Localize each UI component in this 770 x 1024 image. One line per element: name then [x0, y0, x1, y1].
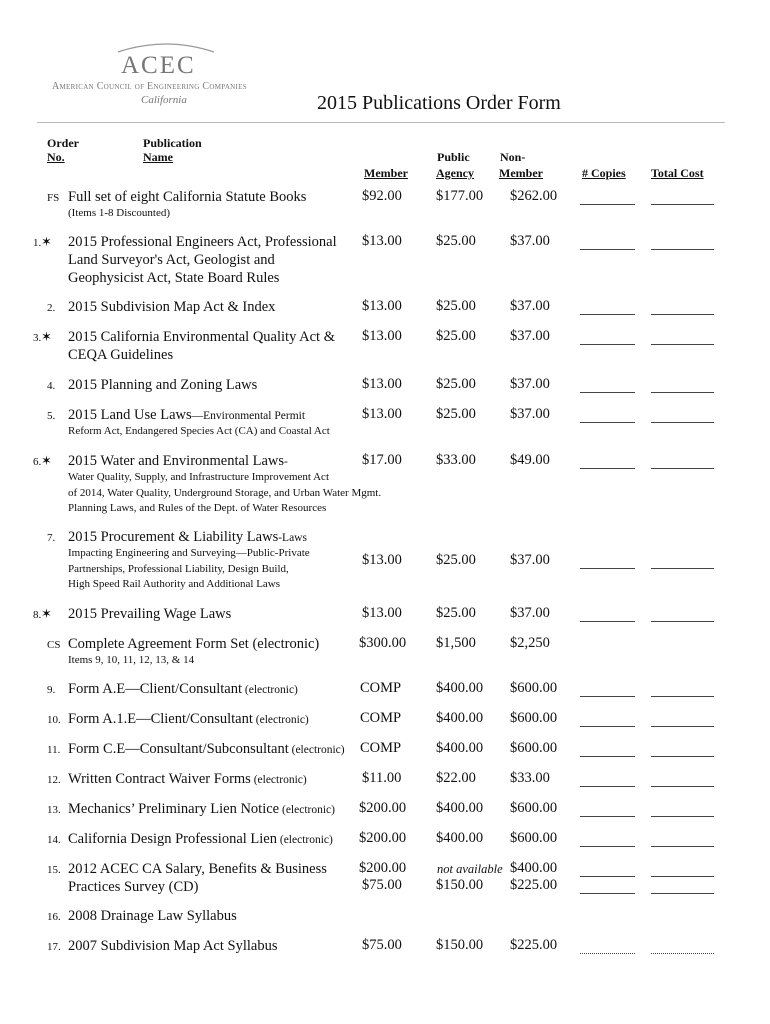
copies-input[interactable] — [580, 344, 635, 345]
publication-title — [68, 800, 335, 819]
publication-title-text: Complete Agreement Form Set (electronic) — [68, 636, 320, 652]
price-public-agency: $1,500 — [436, 635, 476, 651]
copies-input[interactable] — [580, 204, 635, 205]
price-member: $200.00 — [359, 800, 407, 816]
publication-title — [68, 860, 327, 878]
header-public: Public — [437, 150, 470, 164]
logo-org-name: American Council of Engineering Companies — [52, 81, 247, 92]
publication-description: Items 9, 10, 11, 12, 13, & 14 — [68, 654, 195, 666]
price-member: $13.00 — [362, 605, 402, 621]
price-non-member: $37.00 — [510, 552, 550, 568]
publication-title-note: (electronic) — [277, 834, 333, 846]
price-public-agency: not available — [437, 862, 503, 876]
price-non-member: $600.00 — [510, 680, 558, 696]
price-non-member: $225.00 — [510, 877, 558, 893]
price-non-member: $600.00 — [510, 710, 558, 726]
star-icon: ✶ — [41, 329, 52, 344]
copies-input[interactable] — [580, 756, 635, 757]
price-non-member: $37.00 — [510, 233, 550, 249]
total-cost-input[interactable] — [651, 953, 714, 954]
order-code: 12. — [47, 774, 61, 786]
copies-input[interactable] — [580, 846, 635, 847]
publication-description: High Speed Rail Authority and Additional Laws — [68, 578, 281, 590]
price-non-member: $2,250 — [510, 635, 550, 651]
header-publication: Publication — [143, 136, 202, 150]
publication-title — [68, 328, 335, 346]
publication-title — [68, 635, 319, 653]
price-non-member: $33.00 — [510, 770, 550, 786]
publication-title — [68, 376, 257, 394]
header-non-member: Member — [499, 166, 543, 180]
publication-title-text: 2015 Land Use Laws — [68, 407, 192, 423]
publication-title-text: 2015 Subdivision Map Act & Index — [68, 299, 276, 315]
copies-input[interactable] — [580, 696, 635, 697]
header-divider — [37, 122, 725, 123]
publication-description: Planning Laws, and Rules of the Dept. of Water Resources — [68, 502, 327, 514]
total-cost-input[interactable] — [651, 876, 714, 877]
total-cost-input[interactable] — [651, 816, 714, 817]
publication-title-text: Form A.1.E—Client/Consultant — [68, 711, 253, 727]
price-public-agency: $150.00 — [436, 877, 484, 893]
price-member: $13.00 — [362, 406, 402, 422]
order-code: 15. — [47, 864, 61, 876]
total-cost-input[interactable] — [651, 204, 714, 205]
publication-title-text: Form A.E—Client/Consultant — [68, 681, 243, 697]
logo-chapter: California — [141, 94, 187, 106]
order-code: 17. — [47, 941, 61, 953]
copies-input[interactable] — [580, 392, 635, 393]
total-cost-input[interactable] — [651, 392, 714, 393]
price-public-agency: $400.00 — [436, 680, 484, 696]
copies-input[interactable] — [580, 621, 635, 622]
publication-title-text: 2015 Professional Engineers Act, Professional — [68, 234, 337, 250]
publication-title-text: Mechanics’ Preliminary Lien Notice — [68, 801, 280, 817]
price-public-agency: $25.00 — [436, 376, 476, 392]
header-member: Member — [364, 166, 408, 180]
order-code: 4. — [47, 380, 56, 392]
publication-title — [68, 710, 309, 729]
price-public-agency: $400.00 — [436, 830, 484, 846]
price-member: $13.00 — [362, 298, 402, 314]
price-non-member: $225.00 — [510, 937, 558, 953]
publication-title-text: California Design Professional Lien — [68, 831, 277, 847]
publication-title-text: 2015 Procurement & Liability Laws — [68, 529, 279, 545]
header-no: No. — [47, 150, 65, 164]
publication-title-text: 2015 Water and Environmental Laws — [68, 453, 285, 469]
price-member: $13.00 — [362, 552, 402, 568]
total-cost-input[interactable] — [651, 422, 714, 423]
publication-description: Reform Act, Endangered Species Act (CA) and Coastal Act — [68, 425, 330, 437]
publication-title — [68, 233, 337, 251]
price-public-agency: $177.00 — [436, 188, 484, 204]
publication-title-text: 2015 Prevailing Wage Laws — [68, 606, 232, 622]
total-cost-input[interactable] — [651, 756, 714, 757]
page-title: 2015 Publications Order Form — [317, 92, 561, 114]
publication-title-note: (electronic) — [250, 774, 307, 786]
publication-description: (Items 1-8 Discounted) — [68, 207, 171, 219]
price-public-agency: $25.00 — [436, 406, 476, 422]
publication-title-text: Written Contract Waiver Forms — [68, 771, 251, 787]
price-member: $75.00 — [362, 877, 402, 893]
price-public-agency: $22.00 — [436, 770, 476, 786]
logo-acronym: ACEC — [121, 52, 196, 79]
price-non-member: $600.00 — [510, 830, 558, 846]
publication-title — [68, 770, 307, 789]
publication-title-text: 2015 California Environmental Quality Act & — [68, 329, 335, 345]
publication-title-cont: Land Surveyor's Act, Geologist and — [68, 252, 275, 268]
publication-title-cont: CEQA Guidelines — [68, 347, 174, 363]
copies-input[interactable] — [580, 893, 635, 894]
order-code: 16. — [47, 911, 61, 923]
order-code: CS — [47, 639, 61, 651]
price-member: $11.00 — [362, 770, 402, 786]
price-public-agency: $400.00 — [436, 800, 484, 816]
publication-title-note: (electronic) — [288, 744, 345, 756]
publication-title — [68, 605, 231, 623]
publication-title-note: —Environmental Permit — [191, 410, 306, 422]
price-non-member: $37.00 — [510, 328, 550, 344]
publication-title-text: 2012 ACEC CA Salary, Benefits & Business — [68, 861, 327, 877]
publication-title — [68, 907, 237, 925]
order-code: FS — [47, 192, 60, 204]
header-total-cost: Total Cost — [651, 166, 704, 180]
price-member: $200.00 — [359, 860, 407, 876]
price-non-member: $37.00 — [510, 605, 550, 621]
price-non-member: $600.00 — [510, 740, 558, 756]
price-public-agency: $33.00 — [436, 452, 476, 468]
star-icon: ✶ — [41, 453, 52, 468]
price-public-agency: $400.00 — [436, 740, 484, 756]
publication-title-text: Full set of eight California Statute Books — [68, 189, 307, 205]
header-order: Order — [47, 136, 79, 150]
order-code: 5. — [47, 410, 56, 422]
order-code: 6. — [33, 456, 42, 468]
publication-title-note: -Laws — [278, 532, 307, 544]
order-code: 10. — [47, 714, 61, 726]
price-public-agency: $25.00 — [436, 552, 476, 568]
publication-title — [68, 528, 307, 547]
header-agency: Agency — [436, 166, 474, 180]
order-code: 2. — [47, 302, 56, 314]
publication-title — [68, 452, 288, 471]
price-public-agency: $25.00 — [436, 233, 476, 249]
total-cost-input[interactable] — [651, 344, 714, 345]
price-non-member: $262.00 — [510, 188, 558, 204]
order-code: 14. — [47, 834, 61, 846]
publication-title-note: (electronic) — [242, 684, 298, 696]
price-member: $92.00 — [362, 188, 402, 204]
price-member: $13.00 — [362, 376, 402, 392]
copies-input[interactable] — [580, 876, 635, 877]
total-cost-input[interactable] — [651, 846, 714, 847]
total-cost-input[interactable] — [651, 249, 714, 250]
publication-title-cont: Geophysicist Act, State Board Rules — [68, 270, 280, 286]
publication-title-text: 2007 Subdivision Map Act Syllabus — [68, 938, 278, 954]
publication-title — [68, 830, 333, 849]
publication-title — [68, 740, 345, 759]
header-copies: # Copies — [582, 166, 626, 180]
copies-input[interactable] — [580, 468, 635, 469]
publication-title-note: (electronic) — [252, 714, 309, 726]
publication-description: Water Quality, Supply, and Infrastructure Improvement Act — [68, 471, 329, 483]
copies-input[interactable] — [580, 726, 635, 727]
price-public-agency: $400.00 — [436, 710, 484, 726]
price-member: $13.00 — [362, 328, 402, 344]
star-icon: ✶ — [41, 606, 52, 621]
price-member: COMP — [360, 680, 402, 696]
copies-input[interactable] — [580, 314, 635, 315]
price-public-agency: $25.00 — [436, 328, 476, 344]
total-cost-input[interactable] — [651, 786, 714, 787]
copies-input[interactable] — [580, 816, 635, 817]
price-member: $13.00 — [362, 233, 402, 249]
price-non-member: $37.00 — [510, 376, 550, 392]
total-cost-input[interactable] — [651, 314, 714, 315]
copies-input[interactable] — [580, 249, 635, 250]
publication-title — [68, 680, 298, 699]
order-code: 11. — [47, 744, 61, 756]
price-member: $300.00 — [359, 635, 407, 651]
price-non-member: $400.00 — [510, 860, 558, 876]
price-member: COMP — [360, 710, 402, 726]
price-non-member: $37.00 — [510, 298, 550, 314]
publication-title-text: 2015 Planning and Zoning Laws — [68, 377, 258, 393]
price-non-member: $600.00 — [510, 800, 558, 816]
price-public-agency: $25.00 — [436, 298, 476, 314]
price-public-agency: $25.00 — [436, 605, 476, 621]
copies-input[interactable] — [580, 422, 635, 423]
publication-title-text: Form C.E—Consultant/Subconsultant — [68, 741, 289, 757]
order-code: 1. — [33, 237, 42, 249]
price-member: $17.00 — [362, 452, 402, 468]
header-non: Non- — [500, 150, 526, 164]
price-member: $75.00 — [362, 937, 402, 953]
publication-title — [68, 298, 275, 316]
total-cost-input[interactable] — [651, 696, 714, 697]
publication-description: of 2014, Water Quality, Underground Storage, and Urban Water Mgmt. — [68, 486, 382, 499]
total-cost-input[interactable] — [651, 893, 714, 894]
publication-title — [68, 406, 305, 425]
price-non-member: $37.00 — [510, 406, 550, 422]
total-cost-input[interactable] — [651, 468, 714, 469]
price-non-member: $49.00 — [510, 452, 550, 468]
copies-input[interactable] — [580, 786, 635, 787]
order-code: 7. — [47, 532, 56, 544]
total-cost-input[interactable] — [651, 621, 714, 622]
copies-input[interactable] — [580, 953, 635, 954]
publication-description: Partnerships, Professional Liability, Design Build, — [68, 562, 289, 575]
header-name: Name — [143, 150, 173, 164]
total-cost-input[interactable] — [651, 726, 714, 727]
order-code: 8. — [33, 609, 42, 621]
order-code: 3. — [33, 332, 42, 344]
star-icon: ✶ — [41, 234, 52, 249]
publication-title-text: 2008 Drainage Law Syllabus — [68, 908, 237, 924]
total-cost-input[interactable] — [651, 568, 714, 569]
publication-title-note: - — [284, 456, 288, 468]
publication-title-note: (electronic) — [279, 804, 335, 816]
publication-title — [68, 937, 277, 955]
publication-title-cont: Practices Survey (CD) — [68, 879, 199, 895]
copies-input[interactable] — [580, 568, 635, 569]
publication-description: Impacting Engineering and Surveying—Public-Private — [68, 547, 310, 559]
publication-title — [68, 188, 306, 206]
order-code: 9. — [47, 684, 56, 696]
price-member: COMP — [360, 740, 402, 756]
price-member: $200.00 — [359, 830, 407, 846]
order-code: 13. — [47, 804, 61, 816]
price-public-agency: $150.00 — [436, 937, 484, 953]
